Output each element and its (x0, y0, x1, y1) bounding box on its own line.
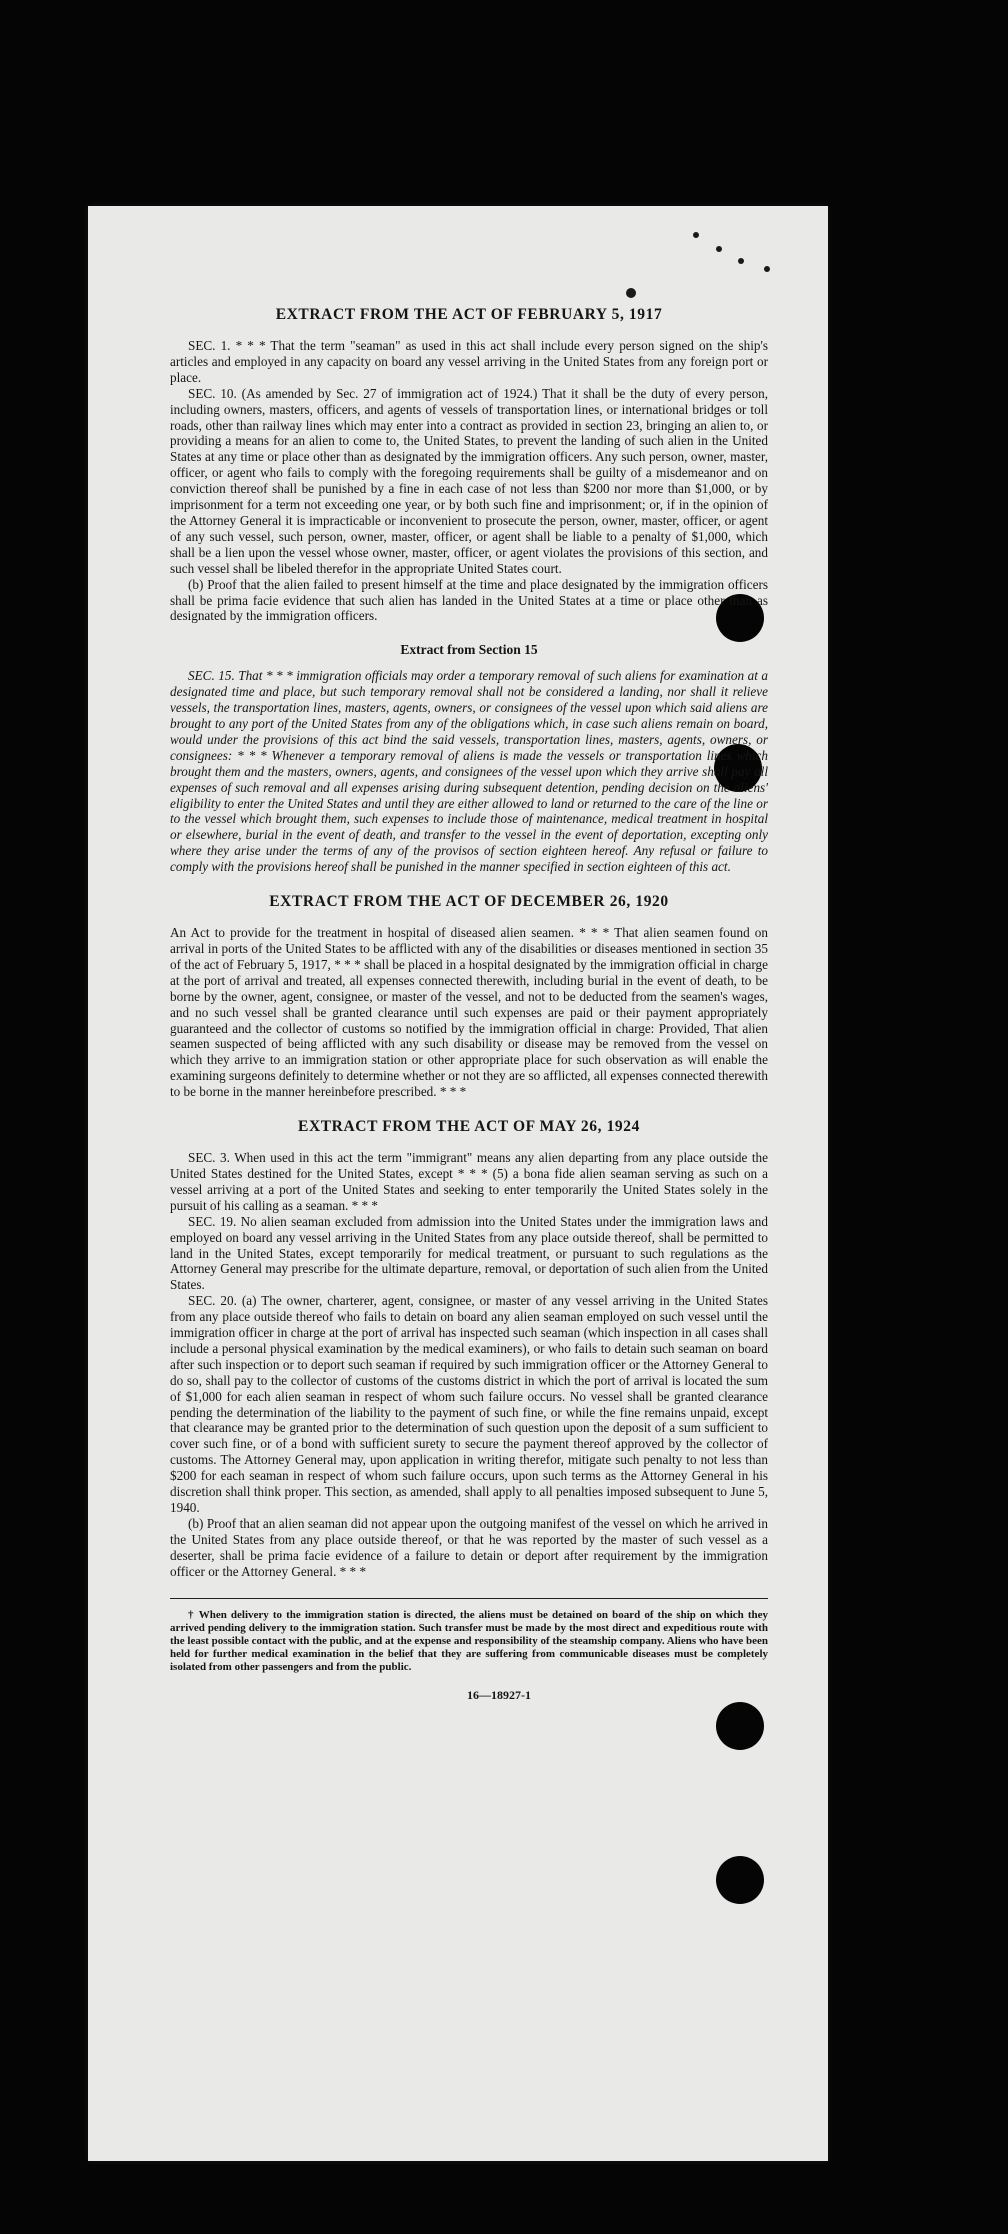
extract-act-1920 (170, 893, 768, 1100)
section-heading: EXTRACT FROM THE ACT OF FEBRUARY 5, 1917 (275, 306, 663, 323)
ink-speck (764, 266, 770, 272)
section-paragraph: SEC. 20. (a) The owner, charterer, agent, consignee, or master of any vessel arriving in the United States from any place outside thereof who fails to detain on board any alien seaman employed on such vessel until the immigration officer in charge at the port of arrival has inspected such seaman (which inspection in all cases shall include a personal physical examination by the medical examiners), or who fails to detain such seaman on board after such inspection or to deport such seaman if required by such immigration officer or the Attorney General to do so, shall pay to the collector of customs of the customs district in which the port of arrival is located the sum of $1,000 for each alien seaman in respect of whom such failure occurs. No vessel shall be granted clearance pending the determination of the liability to the payment of such fine, or while the fine remains unpaid, except that clearance may be granted prior to the determination of such question upon the deposit of a sum sufficient to cover such fine, or of a bond with sufficient surety to secure the payment thereof approved by the collector of customs. The Attorney General may, upon application in writing therefor, mitigate such penalty to not less than $200 for each seaman in respect of whom such failure occurs, upon such terms as the Attorney General in his discretion shall think proper. This section, as amended, shall apply to all penalties imposed subsequent to June 5, 1940. (170, 1293, 768, 1515)
document-page (88, 206, 828, 2161)
footnote-text: † When delivery to the immigration station is directed, the aliens must be detained on board of the ship on which they arrived pending delivery to the immigration station. Such transfer must be made by the most direct and expeditious route with the least possible contact with the public, and at the expense and responsibility of the steamship company. Aliens who have been held for further medical examination in the belief that they are suffering from communicable diseases must be completely isolated from other passengers and from the public. (170, 1608, 768, 1673)
section-paragraph: (b) Proof that an alien seaman did not appear upon the outgoing manifest of the vessel on which he arrived in the United States from any place outside thereof, or that he was reported by the master of such vessel as a deserter, shall be prima facie evidence of a failure to detain or deport after requirement by the immigration officer or the Attorney General. * * * (170, 1515, 768, 1579)
extract-act-1917 (170, 306, 768, 624)
section-paragraph: SEC. 15. That * * * immigration officials may order a temporary removal of such aliens for examination at a designated time and place, but such temporary removal shall not be considered a landing, nor shall it relieve vessels, the transportation lines, masters, agents, owners, or consignees of the vessel upon which said aliens are brought to any port of the United States from any of the obligations which, in case such aliens remain on board, would under the provisions of this act bind the said vessels, transportation lines, masters, agents, owners, or consignees: * * * Whenever a temporary removal of aliens is made the vessels or transportation lines which brought them and the masters, owners, agents, and consignees of the vessel upon which they arrive shall pay all expenses of such removal and all expenses arising during subsequent detention, pending decision on the aliens' eligibility to enter the United States and until they are either allowed to land or returned to the care of the line or to the vessel which brought them, such expenses to include those of maintenance, medical treatment in hospital or elsewhere, burial in the event of death, and transfer to the vessel in the event of deportation, excepting only where they arise under the terms of any of the provisos of section eighteen hereof. Any refusal or failure to comply with the provisions hereof shall be punished in the manner specified in section eighteen of this act. (170, 668, 768, 875)
document-body (170, 306, 768, 1703)
section-paragraph: An Act to provide for the treatment in hospital of diseased alien seamen. * * * That alien seamen found on arrival in ports of the United States to be afflicted with any of the disabilities or diseases mentioned in section 35 of the act of February 5, 1917, * * * shall be placed in a hospital designated by the immigration official in charge at the port of arrival and treated, all expenses connected therewith, including burial in the event of death, to be borne by the owner, agent, consignee, or master of the vessel, and not to be deducted from the seamen's wages, and no such vessel shall be granted clearance until such expenses are paid or their payment appropriately guaranteed and the collector of customs so notified by the immigration official in charge: Provided, That alien seamen suspected of being afflicted with any such disability or disease may be removed from the vessel on which they arrive to an immigration station or other appropriate place for such observation as will enable the examining surgeons definitely to determine whether or not they are so afflicted, all expenses connected therewith to be borne in the manner hereinbefore prescribed. * * * (170, 925, 768, 1100)
extract-section-15 (170, 642, 768, 875)
footnote (170, 1598, 768, 1674)
ink-speck (738, 258, 744, 264)
section-paragraph: SEC. 3. When used in this act the term "immigrant" means any alien departing from any place outside the United States destined for the United States, except * * * (5) a bona fide alien seaman serving as such on a vessel arriving at a port of the United States and seeking to enter temporarily the United States solely in the pursuit of his calling as a seaman. * * * (170, 1150, 768, 1213)
section-heading: Extract from Section 15 (400, 642, 538, 658)
ink-speck (716, 246, 722, 252)
punch-hole (716, 1702, 764, 1750)
section-heading: EXTRACT FROM THE ACT OF MAY 26, 1924 (298, 1118, 640, 1136)
form-number: 16—18927-1 (467, 1687, 531, 1702)
section-paragraph: SEC. 10. (As amended by Sec. 27 of immigration act of 1924.) That it shall be the duty of every person, including owners, masters, officers, and agents of vessels of transportation lines, or international bridges or toll roads, other than railway lines which may enter into a contract as provided in section 23, bringing an alien to, or providing a means for an alien to come to, the United States, to prevent the landing of such alien in the United States at any time or place other than as designated by the immigration officers. Any such person, owner, master, officer, or agent who fails to comply with the foregoing requirements shall be guilty of a misdemeanor and on conviction thereof shall be punished by a fine in each case of not less than $200 nor more than $1,000, or by imprisonment for a term not exceeding one year, or by both such fine and imprisonment; or, if in the opinion of the Attorney General it is impracticable or inconvenient to prosecute the person, owner, master, officer, or agent of any such vessel, such person, owner, master, officer, or agent shall be liable to a penalty of $1,000, which shall be a lien upon the vessel whose owner, master, officer, or agent violates the provisions of this section, and such vessel shall be libeled therefor in the appropriate United States court. (170, 385, 768, 576)
ink-speck (626, 288, 636, 298)
extract-act-1924 (170, 1118, 768, 1579)
punch-hole (716, 1856, 764, 1904)
section-heading: EXTRACT FROM THE ACT OF DECEMBER 26, 1920 (269, 893, 669, 911)
section-paragraph: SEC. 19. No alien seaman excluded from admission into the United States under the immigration laws and employed on board any vessel arriving in the United States from any place outside thereof, shall be permitted to land in the United States, except temporarily for medical treatment, or pursuant to such regulations as the Attorney General may prescribe for the ultimate departure, removal, or deportation of such alien from the United States. (170, 1213, 768, 1293)
section-paragraph: SEC. 1. * * * That the term "seaman" as used in this act shall include every person signed on the ship's articles and employed in any capacity on board any vessel arriving in the United States from any foreign port or place. (170, 338, 768, 385)
section-paragraph: (b) Proof that the alien failed to present himself at the time and place designated by the immigration officers shall be prima facie evidence that such alien has landed in the United States at a time or place other than as designated by the immigration officers. (170, 576, 768, 624)
ink-speck (693, 232, 699, 238)
